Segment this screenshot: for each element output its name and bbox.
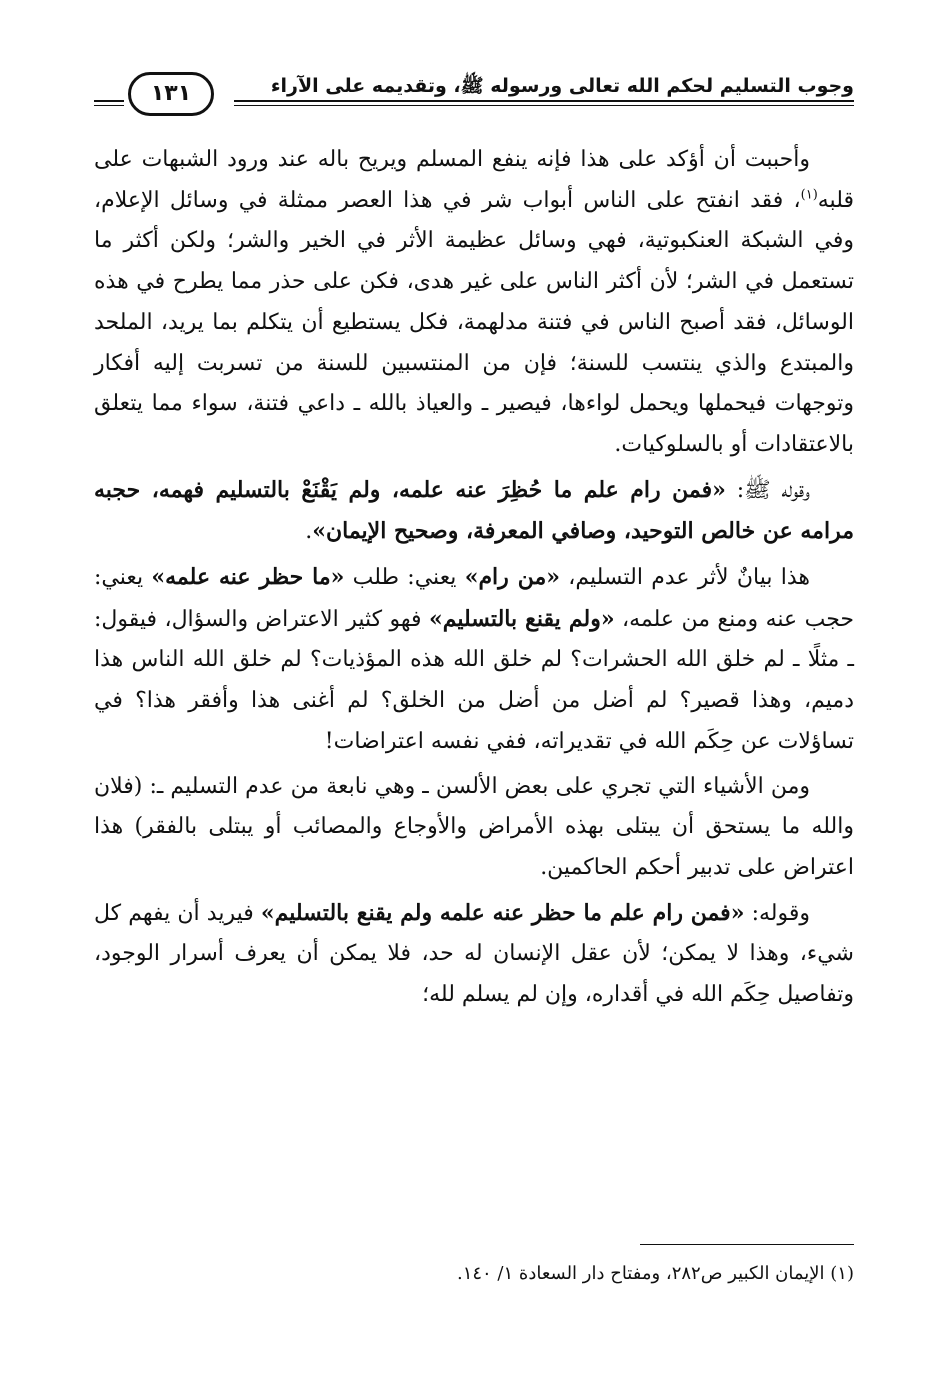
paragraph-5-lead: وقوله: — [744, 900, 810, 926]
header-rule-left — [94, 100, 124, 106]
footnote: (١) الإيمان الكبير ص٢٨٢، ومفتاح دار السعادة ١/ ١٤٠. — [456, 1263, 854, 1284]
footnote-reference: (١) — [800, 187, 818, 203]
paragraph-3-s1: هذا بيانٌ لأثر عدم التسليم، — [560, 565, 810, 591]
paragraph-3-q2: «ما حظر عنه علمه» — [151, 564, 345, 591]
paragraph-1-text-a: وأحببت أن أؤكد على هذا فإنه ينفع المسلم ويريح باله عند ورود الشبهات على قلبه — [94, 147, 854, 213]
footnote-separator — [640, 1244, 854, 1245]
page-number: ١٣١ — [128, 72, 214, 116]
paragraph-2 — [94, 470, 854, 553]
header-title: وجوب التسليم لحكم الله تعالى ورسوله ﷺ، وتقديمه على الآراء — [270, 75, 854, 97]
paragraph-5-quote: «فمن رام علم ما حظر عنه علمه ولم يقنع بالتسليم» — [260, 899, 745, 926]
paragraph-3-s4: فهو كثير الاعتراض والسؤال، فيقول: ـ مثلًا ـ لم خلق الله الحشرات؟ لم خلق الله هذه المؤذيات؟ لم خلق الله الناس هذا دميم، وهذا قصير؟ لم أضل من أضل من الخلق؟ لم أغنى هذا وأفقر هذا؟ في تساؤلات عن حِكَم الله في تقديراته، ففي نفسه اعتراضات! — [94, 606, 854, 754]
paragraph-3-q3: «ولم يقنع بالتسليم» — [428, 605, 615, 632]
body-text — [94, 140, 854, 1016]
paragraph-5-tail: فيريد أن يفهم كل شيء، وهذا لا يمكن؛ لأن عقل الإنسان له حد، فلا يمكن أن يعرف أسرار الوجود، وتفاصيل حِكَم الله في أقداره، وإن لم يسلم لله؛ — [94, 900, 854, 1008]
paragraph-3-q1: «من رام» — [464, 564, 560, 591]
paragraph-2-tail: . — [305, 519, 313, 545]
paragraph-1 — [94, 140, 854, 466]
paragraph-2-lead: وقوله ﷺ: — [725, 477, 810, 503]
header-rule — [234, 100, 854, 106]
paragraph-5 — [94, 893, 854, 1016]
paragraph-3-s3: يعني: حجب عنه ومنع من علمه، — [94, 565, 854, 632]
paragraph-3 — [94, 557, 854, 763]
running-header — [94, 66, 854, 120]
paragraph-1-text-b: ، فقد انفتح على الناس أبواب شر في هذا العصر ممثلة في وسائل الإعلام، وفي الشبكة العنكبوتية، فهي وسائل عظيمة الأثر في الخير والشر؛ ولكن أكثر ما تستعمل في الشر؛ لأن أكثر الناس على غير هدى، فكن على حذر مما يطرح في هذه الوسائل، فقد أصبح الناس في فتنة مدلهمة، فكل يستطيع أن يتكلم بما يريد، الملحد والمبتدع والذي ينتسب للسنة؛ فإن من المنتسبين للسنة من تسربت إليه أفكار وتوجهات فيحملها ويحمل لواءها، فيصير ـ والعياذ بالله ـ داعي فتنة، سواء مما يتعلق بالاعتقادات أو بالسلوكيات. — [94, 187, 854, 457]
paragraph-3-s2: يعني: طلب — [344, 565, 465, 591]
paragraph-4: ومن الأشياء التي تجري على بعض الألسن ـ وهي نابعة من عدم التسليم ـ: (فلان والله ما يستحق أن يبتلى بهذه الأمراض والأوجاع والمصائب أو يبتلى بالفقر) هذا اعتراض على تدبير أحكم الحاكمين. — [94, 773, 854, 880]
paragraph-2-quote: «فمن رام علم ما حُظِرَ عنه علمه، ولم يَقْنَعْ بالتسليم فهمه، حجبه مرامه عن خالص التوحيد، وصافي المعرفة، وصحيح الإيمان» — [94, 476, 854, 545]
